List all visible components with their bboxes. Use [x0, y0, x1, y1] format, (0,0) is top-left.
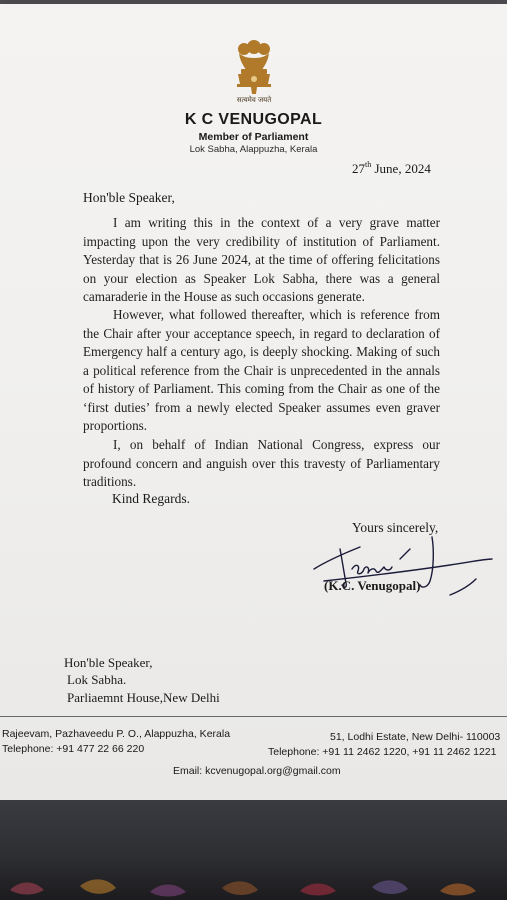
letter-page: [0, 4, 507, 802]
body-paragraph-3: I, on behalf of Indian National Congress, express our profound concern and anguish over this travesty of Parliamentary traditions.: [83, 437, 440, 489]
kind-regards: Kind Regards.: [112, 491, 190, 506]
sender-designation: Member of Parliament: [198, 131, 309, 143]
footer-kerala-address: Rajeevam, Pazhaveedu P. O., Alappuzha, Kerala: [2, 728, 231, 740]
fabric-pattern: [0, 866, 507, 900]
addressee-line-3: Parliaemnt House,New Delhi: [67, 690, 220, 705]
body-paragraph-2: However, what followed thereafter, which is reference from the Chair after your acceptance speech, in regard to declaration of Emergency half a century ago, is deeply shocking. Making of such a political reference from the Chair is unprecedented in the annals of history of Parliament. This coming from the Chair as one of the ‘first duties’ from a newly elected Speaker assumes even graver proportions.: [83, 307, 440, 433]
addressee-line-2: Lok Sabha.: [67, 672, 127, 687]
date-month-year: June, 2024: [371, 161, 431, 176]
footer-delhi-phone: Telephone: +91 11 2462 1220, +91 11 2462 1221: [268, 746, 497, 758]
sender-name: K C VENUGOPAL: [184, 111, 323, 128]
letter-date: [352, 161, 431, 177]
signatory-name: (K.C. Venugopal): [324, 578, 421, 593]
footer-divider: [0, 716, 507, 717]
footer-email: Email: kcvenugopal.org@gmail.com: [173, 765, 341, 777]
sender-constituency: Lok Sabha, Alappuzha, Kerala: [189, 144, 318, 155]
national-emblem-icon: [232, 40, 276, 96]
emblem-motto: सत्यमेव जयते: [236, 96, 272, 104]
footer-delhi-address: 51, Lodhi Estate, New Delhi- 110003: [330, 731, 501, 743]
body-paragraph-1: I am writing this in the context of a very grave matter impacting upon the very credibility of institution of Parliament. Yesterday that is 26 June 2024, at the time of offering felicitations on your election as Speaker Lok Sabha, there was a general camaraderie in the House as such occasions generate.: [83, 215, 440, 304]
date-day: 27: [352, 161, 365, 176]
date-suffix: th: [365, 160, 372, 169]
addressee-line-1: Hon'ble Speaker,: [64, 655, 153, 670]
footer-kerala-phone: Telephone: +91 477 22 66 220: [2, 743, 145, 755]
closing-line: Yours sincerely,: [352, 520, 439, 535]
salutation: Hon'ble Speaker,: [83, 190, 175, 205]
